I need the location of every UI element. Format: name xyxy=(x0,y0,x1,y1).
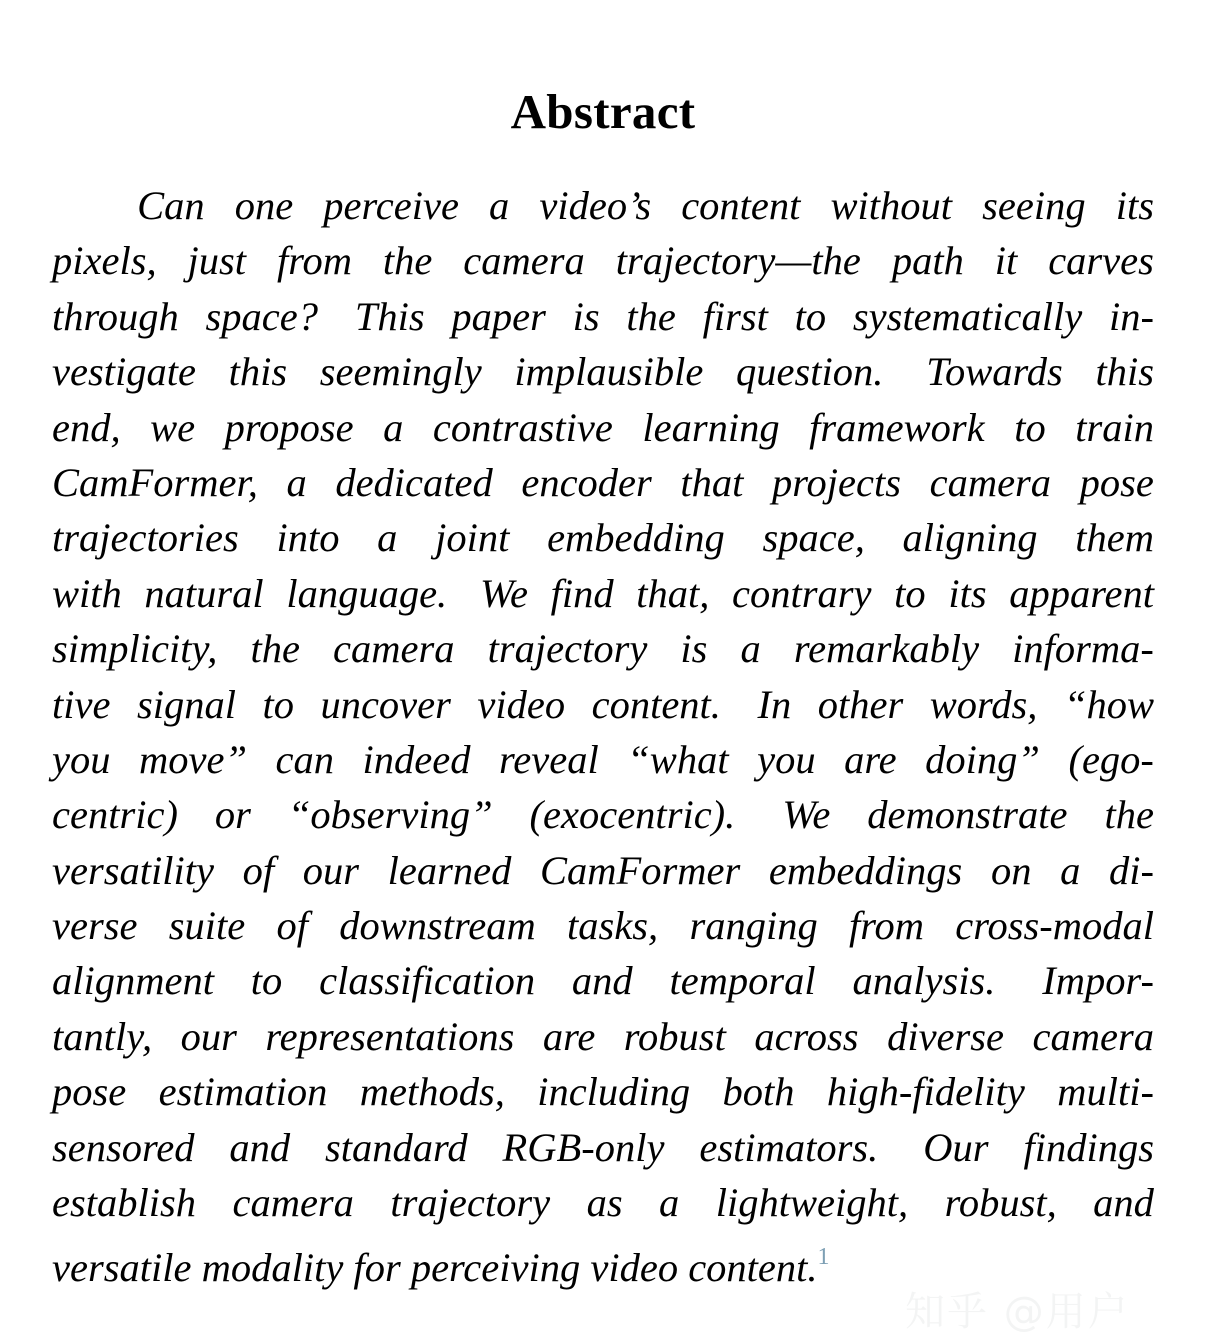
abstract-word: This xyxy=(344,293,425,339)
abstract-word: suite xyxy=(168,903,246,949)
abstract-word: learning xyxy=(642,404,780,450)
abstract-word: the xyxy=(626,293,676,339)
abstract-word: a xyxy=(286,459,307,505)
abstract-word: joint xyxy=(435,515,510,561)
abstract-word: cross-modal xyxy=(955,903,1154,949)
abstract-line xyxy=(52,289,1154,344)
abstract-word: camera xyxy=(929,459,1052,505)
abstract-word: just xyxy=(187,238,247,284)
abstract-word: camera xyxy=(1032,1013,1154,1059)
abstract-word: to xyxy=(894,570,926,616)
abstract-word: without xyxy=(830,183,953,228)
abstract-word: video xyxy=(477,681,566,727)
abstract-word: first xyxy=(702,293,768,339)
abstract-word: one xyxy=(234,183,294,228)
abstract-word: a xyxy=(740,626,761,672)
abstract-word: “how xyxy=(1063,681,1154,727)
abstract-word: Our xyxy=(913,1124,989,1170)
abstract-line xyxy=(52,843,1154,898)
abstract-word: multi- xyxy=(1057,1069,1154,1115)
abstract-line xyxy=(52,898,1154,953)
abstract-word: through xyxy=(52,293,179,339)
abstract-word: systematically xyxy=(852,293,1083,339)
abstract-word: end, xyxy=(52,404,121,450)
abstract-word: you xyxy=(52,736,111,782)
abstract-word: content. xyxy=(591,681,721,727)
abstract-word: In xyxy=(747,681,792,727)
abstract-word: including xyxy=(537,1069,691,1115)
abstract-word: perceive xyxy=(323,183,459,228)
abstract-word: of xyxy=(242,847,275,893)
abstract-word: We xyxy=(772,792,831,838)
abstract-word: simplicity, xyxy=(52,626,218,672)
abstract-word: apparent xyxy=(1009,570,1154,616)
abstract-word: into xyxy=(276,515,340,561)
abstract-word: lightweight, xyxy=(715,1180,909,1226)
abstract-word: projects xyxy=(772,459,901,505)
abstract-word: camera xyxy=(463,238,585,284)
first-line-indent xyxy=(52,178,107,233)
abstract-word: that xyxy=(680,459,744,505)
abstract-word: our xyxy=(302,847,359,893)
abstract-word: our xyxy=(180,1013,237,1059)
abstract-word: words, xyxy=(929,681,1038,727)
abstract-word: from xyxy=(276,238,352,284)
abstract-word: a xyxy=(659,1180,680,1226)
abstract-word: doing” xyxy=(925,736,1040,782)
abstract-word: ranging xyxy=(689,903,818,949)
abstract-line xyxy=(52,510,1154,565)
abstract-word: space? xyxy=(205,293,318,339)
abstract-line xyxy=(52,787,1154,842)
abstract-word: standard xyxy=(325,1124,468,1170)
abstract-line xyxy=(52,400,1154,455)
abstract-word: carves xyxy=(1048,238,1154,284)
abstract-word: contrary xyxy=(732,570,872,616)
abstract-word: establish xyxy=(52,1180,197,1226)
abstract-word: are xyxy=(844,736,897,782)
abstract-word: it xyxy=(994,238,1018,284)
abstract-word: vestigate xyxy=(52,349,196,395)
footnote-marker[interactable]: 1 xyxy=(817,1244,830,1271)
abstract-line xyxy=(52,455,1154,510)
abstract-word: is xyxy=(572,293,600,339)
abstract-word: estimators. xyxy=(699,1124,879,1170)
abstract-word: trajectory—the xyxy=(615,238,861,284)
abstract-word: reveal xyxy=(499,736,599,782)
abstract-word: contrastive xyxy=(432,404,613,450)
abstract-word: can xyxy=(275,736,335,782)
abstract-word: tasks, xyxy=(567,903,659,949)
abstract-word: pose xyxy=(1079,459,1154,505)
abstract-word: are xyxy=(542,1013,596,1059)
abstract-word: other xyxy=(817,681,904,727)
abstract-word: trajectories xyxy=(52,515,239,561)
abstract-word: to xyxy=(1014,404,1046,450)
abstract-word: language. xyxy=(286,570,448,616)
abstract-word: (ego- xyxy=(1068,736,1154,782)
abstract-word: and xyxy=(1093,1180,1154,1226)
abstract-word: content xyxy=(681,183,801,228)
abstract-word: representations xyxy=(265,1013,515,1059)
abstract-word: this xyxy=(1095,349,1154,395)
abstract-word: robust xyxy=(623,1013,726,1059)
abstract-word: across xyxy=(754,1013,859,1059)
abstract-word: natural xyxy=(144,570,264,616)
abstract-word: video’s xyxy=(539,183,652,228)
abstract-word: space, xyxy=(762,515,865,561)
abstract-word: a xyxy=(383,404,404,450)
abstract-word: its xyxy=(1115,183,1154,228)
abstract-word: on xyxy=(990,847,1032,893)
abstract-word: camera xyxy=(232,1180,354,1226)
abstract-word: di- xyxy=(1108,847,1154,893)
abstract-word: implausible xyxy=(514,349,704,395)
abstract-word: train xyxy=(1075,404,1154,450)
abstract-line xyxy=(52,677,1154,732)
abstract-word: as xyxy=(586,1180,623,1226)
abstract-word: seemingly xyxy=(319,349,482,395)
abstract-word: centric) xyxy=(52,792,178,838)
abstract-word: encoder xyxy=(521,459,652,505)
abstract-word: path xyxy=(891,238,964,284)
abstract-word: findings xyxy=(1023,1124,1154,1170)
abstract-line xyxy=(52,1120,1154,1175)
abstract-word: or xyxy=(214,792,251,838)
abstract-word: signal xyxy=(136,681,236,727)
abstract-word: CamFormer, xyxy=(52,459,258,505)
abstract-word: sensored xyxy=(52,1124,195,1170)
abstract-word: the xyxy=(250,626,300,672)
abstract-word: of xyxy=(276,903,308,949)
abstract-word: trajectory xyxy=(390,1180,551,1226)
abstract-word: embeddings xyxy=(768,847,963,893)
abstract-word: find xyxy=(550,570,614,616)
abstract-word: and xyxy=(571,958,633,1004)
abstract-word: you xyxy=(757,736,816,782)
abstract-word: pose xyxy=(52,1069,127,1115)
abstract-word: both xyxy=(722,1069,795,1115)
abstract-word: the xyxy=(1104,792,1154,838)
abstract-word: the xyxy=(382,238,433,284)
abstract-word: a xyxy=(377,515,398,561)
abstract-word: “what xyxy=(627,736,729,782)
abstract-word: verse xyxy=(52,903,138,949)
abstract-line-text: versatile modality for perceiving video content. xyxy=(52,1245,818,1291)
abstract-word: question. xyxy=(736,349,884,395)
abstract-word: seeing xyxy=(982,183,1086,228)
abstract-word: informa- xyxy=(1012,626,1154,672)
abstract-word: we xyxy=(150,404,196,450)
abstract-word: estimation xyxy=(158,1069,328,1115)
abstract-word: remarkably xyxy=(793,626,980,672)
abstract-word: uncover xyxy=(320,681,451,727)
abstract-line xyxy=(52,953,1154,1008)
abstract-word: is xyxy=(680,626,708,672)
abstract-word: embedding xyxy=(547,515,725,561)
abstract-line xyxy=(52,1009,1154,1064)
abstract-line xyxy=(52,732,1154,787)
abstract-line xyxy=(52,344,1154,399)
abstract-word: high-fidelity xyxy=(826,1069,1025,1115)
abstract-word: temporal xyxy=(669,958,816,1004)
abstract-word: a xyxy=(489,183,510,228)
abstract-word: downstream xyxy=(339,903,536,949)
abstract-word: Towards xyxy=(916,349,1063,395)
page-title: Abstract xyxy=(510,83,696,139)
abstract-word: camera xyxy=(333,626,455,672)
abstract-line xyxy=(52,1230,1154,1291)
abstract-word: pixels, xyxy=(52,238,157,284)
abstract-word: them xyxy=(1075,515,1154,561)
watermark: 知乎 @用户 xyxy=(905,1289,1130,1335)
abstract-word: a xyxy=(1060,847,1081,893)
abstract-word: framework xyxy=(809,404,985,450)
abstract-line xyxy=(52,621,1154,676)
abstract-word: classification xyxy=(319,958,536,1004)
abstract-word: methods, xyxy=(359,1069,505,1115)
abstract-word: and xyxy=(229,1124,291,1170)
abstract-line xyxy=(52,233,1154,288)
abstract-word: with xyxy=(52,570,122,616)
abstract-word: its xyxy=(948,570,987,616)
abstract-word: RGB-only xyxy=(502,1124,665,1170)
abstract-word: tantly, xyxy=(52,1013,153,1059)
abstract-word: learned xyxy=(387,847,512,893)
abstract-word: from xyxy=(848,903,924,949)
abstract-word: versatility xyxy=(52,847,214,893)
abstract-word: Can xyxy=(137,183,205,228)
abstract-word: move” xyxy=(139,736,247,782)
abstract-word: to xyxy=(794,293,827,339)
abstract-word: in- xyxy=(1109,293,1154,339)
abstract-word: analysis. xyxy=(852,958,996,1004)
abstract-word: (exocentric). xyxy=(529,792,736,838)
abstract-word: to xyxy=(250,958,283,1004)
abstract-word: trajectory xyxy=(487,626,648,672)
abstract-word: CamFormer xyxy=(539,847,741,893)
abstract-word: to xyxy=(262,681,294,727)
abstract-word: indeed xyxy=(362,736,471,782)
abstract-word: paper xyxy=(451,293,546,339)
abstract-word: dedicated xyxy=(335,459,493,505)
abstract-word: “observing” xyxy=(287,792,493,838)
abstract-line xyxy=(52,178,1154,233)
abstract-line xyxy=(52,566,1154,621)
abstract-word: propose xyxy=(224,404,354,450)
abstract-word: alignment xyxy=(52,958,214,1004)
abstract-line xyxy=(52,1064,1154,1119)
abstract-word: this xyxy=(228,349,288,395)
abstract-paragraph xyxy=(52,178,1154,1291)
abstract-line xyxy=(52,1175,1154,1230)
abstract-word: tive xyxy=(52,681,111,727)
abstract-word: diverse xyxy=(887,1013,1005,1059)
abstract-word: that, xyxy=(636,570,710,616)
abstract-word: Impor- xyxy=(1032,958,1154,1004)
abstract-word: demonstrate xyxy=(867,792,1068,838)
abstract-word: aligning xyxy=(902,515,1038,561)
abstract-word: robust, xyxy=(944,1180,1057,1226)
abstract-word: We xyxy=(469,570,528,616)
